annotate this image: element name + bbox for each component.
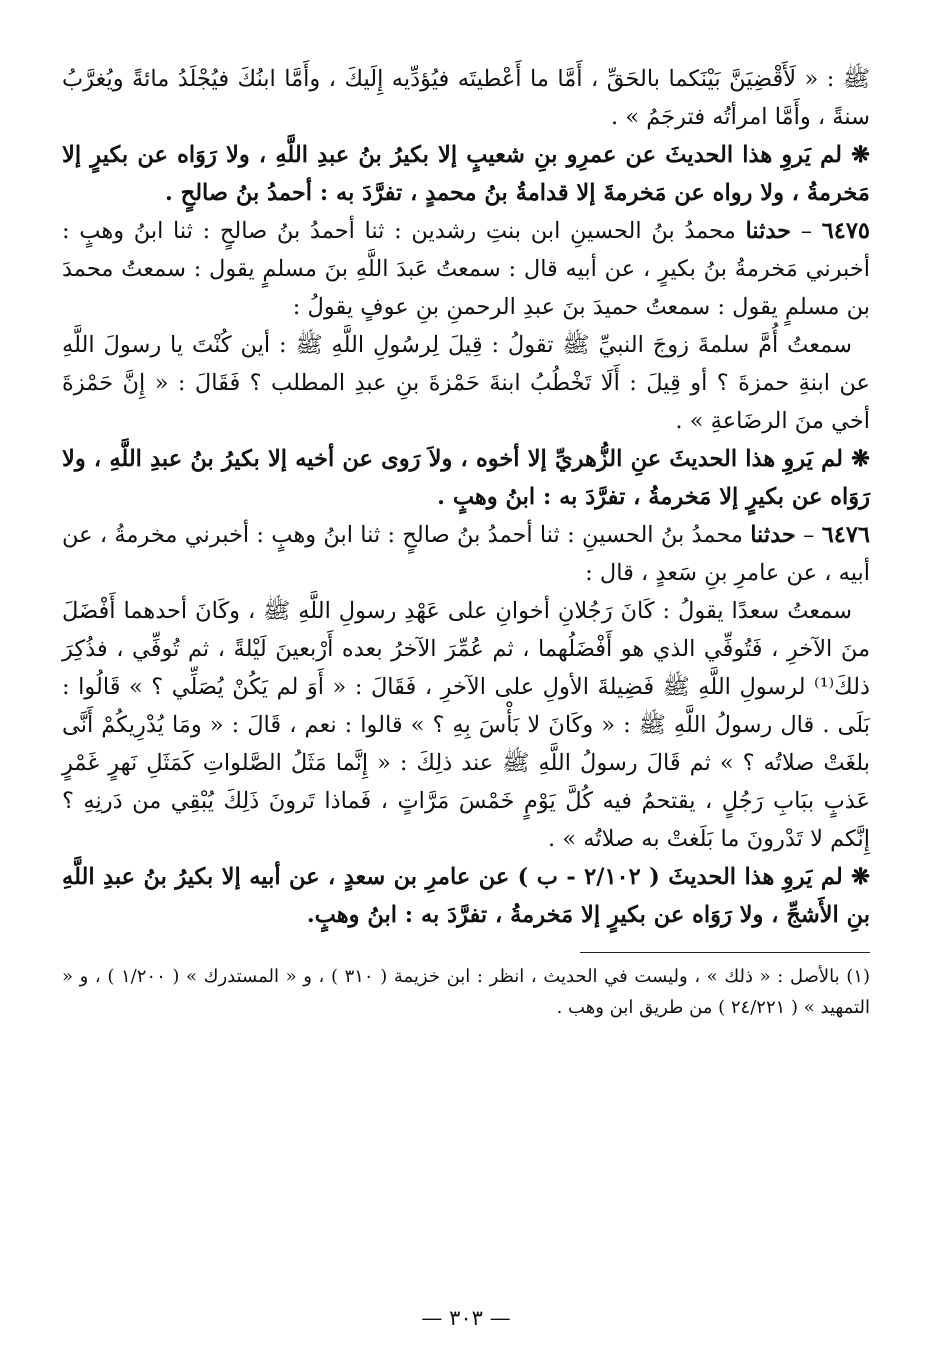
note-text: لم يَروِ هذا الحديثَ عن عمرِو بنِ شعيبٍ إلا بكيرُ بنُ عبدِ اللَّهِ ، ولا رَوَاه عن بكيرٍ إلا مَخرمةُ ، ولا رواه عن مَخرمةَ إلا قدامةُ بنُ محمدٍ ، تفرَّدَ به : أحمدُ بنُ صالحٍ . bbox=[62, 142, 870, 206]
star-marker: ❋ bbox=[851, 864, 870, 890]
footnote-1: (١) بالأصل : « ذلك » ، وليست في الحديث ، انظر : ابن خزيمة ( ٣١٠ ) ، و « المستدرك » ( ١/٢٠٠ ) ، و « التمهيد » ( ٢٤/٢٢١ ) من طريق ابن وهب . bbox=[62, 966, 870, 1018]
hadith-number: ٦٤٧٥ bbox=[821, 218, 870, 244]
commentary-note-1 bbox=[62, 136, 870, 212]
paragraph-matn-6475: سمعتُ أُمَّ سلمةَ زوجَ النبيِّ ﷺ تقولُ : قِيلَ لِرسُولِ اللَّهِ ﷺ : أين كُنْتَ يا رسولَ اللَّهِ عن ابنةِ حمزةَ ؟ أو قِيلَ : أَلَا تَخْطُبُ ابنةَ حَمْزةَ بنِ عبدِ المطلب ؟ فَقَالَ : « إِنَّ حَمْزةَ أخي منَ الرضَاعةِ » . bbox=[62, 332, 870, 434]
hadith-label: حدثنا bbox=[745, 218, 792, 244]
page-body bbox=[62, 60, 870, 1340]
hadith-6476: ٦٤٧٦ – حدثنا محمدُ بنُ الحسينِ : ثنا أحمدُ بنُ صالحٍ : ثنا ابنُ وهبٍ : أخبرني مخرمةُ ، عن أبيه ، عن عامرِ بنِ سَعدٍ ، قال : bbox=[62, 522, 870, 586]
star-marker: ❋ bbox=[851, 446, 870, 472]
star-marker: ❋ bbox=[851, 142, 870, 168]
hadith-label: حدثنا bbox=[750, 522, 796, 548]
paragraph-matn-6476: سمعتُ سعدًا يقولُ : كَانَ رَجُلانِ أخوانِ على عَهْدِ رسولِ اللَّهِ ﷺ ، وكَانَ أحدهما أَفْضَلَ منَ الآخرِ ، فَتُوفِّي الذي هو أَفْضَلُهما ، ثم عُمِّرَ الآخرُ بعده أَرْبعينَ لَيْلةً ، ثم تُوفِّي ، فذُكِرَ ذلكَ⁽¹⁾ لرسولِ اللَّهِ ﷺ فَضِيلةَ الأولِ على الآخرِ ، فَقَالَ : « أَوَ لم يَكُنْ يُصَلِّي ؟ » قَالُوا : بَلَى . قال رسولُ اللَّهِ ﷺ : « وكَانَ لا بَأْسَ بِهِ ؟ » قالوا : نعم ، قَالَ : « ومَا يُدْرِيكُمْ أَنَّى بلغَتْ صلاتُه ؟ » ثم قَالَ رسولُ اللَّهِ ﷺ عند ذلِكَ : « إِنَّما مَثَلُ الصَّلواتِ كَمَثَلِ نَهرٍ غَمْرٍ عَذبٍ ببَابِ رَجُلٍ ، يقتحمُ فيه كُلَّ يَوْمٍ خَمْسَ مَرَّاتٍ ، فَماذا تَرونَ ذَلِكَ يُبْقِي من دَرنِهِ ؟ إِنَّكم لا تَدْرونَ ما بَلَغتْ به صلاتُه » . bbox=[62, 598, 870, 852]
commentary-note-3 bbox=[62, 858, 870, 934]
page-number: — ٣٠٣ — bbox=[421, 1306, 511, 1330]
hadith-chain: محمدُ بنُ الحسينِ : ثنا أحمدُ بنُ صالحٍ : ثنا ابنُ وهبٍ : أخبرني مخرمةُ ، عن أبيه ، عن عامرِ بنِ سَعدٍ ، قال : bbox=[62, 522, 870, 586]
hadith-number: ٦٤٧٦ bbox=[821, 522, 870, 548]
hadith-6475: ٦٤٧٥ – حدثنا محمدُ بنُ الحسينِ ابن بنتِ رشدين : ثنا أحمدُ بنُ صالحٍ : ثنا ابنُ وهبٍ : أخبرني مَخرمةُ بنُ بكيرٍ ، عن أبيه قال : سمعتُ عَبدَ اللَّهِ بنَ مسلمٍ يقول : سمعتُ محمدَ بن مسلمٍ يقول : سمعتُ حميدَ بنَ عبدِ الرحمنِ بنِ عوفٍ يقولُ : bbox=[62, 218, 870, 320]
commentary-note-2 bbox=[62, 440, 870, 516]
footnote-divider bbox=[580, 952, 870, 953]
paragraph-1: ﷺ : « لَأَقْضِيَنَّ بَيْنَكما بالحَقِّ ، أَمَّا ما أَعْطيتَه فيُؤدِّيه إِلَيكَ ، وأَمَّا ابنُكَ فيُجْلَدُ مائةً ويُغرَّبُ سنةً ، وأَمَّا امرأتُه فترجَمُ » . bbox=[62, 66, 870, 130]
hadith-chain: محمدُ بنُ الحسينِ ابن بنتِ رشدين : ثنا أحمدُ بنُ صالحٍ : ثنا ابنُ وهبٍ : أخبرني مَخرمةُ بنُ بكيرٍ ، عن أبيه قال : سمعتُ عَبدَ اللَّهِ بنَ مسلمٍ يقول : سمعتُ محمدَ بن مسلمٍ يقول : سمعتُ حميدَ بنَ عبدِ الرحمنِ بنِ عوفٍ يقولُ : bbox=[62, 218, 870, 320]
note-text: لم يَروِ هذا الحديثَ ( ٢/١٠٢ - ب ) عن عامرِ بن سعدٍ ، عن أبيه إلا بكيرُ بنُ عبدِ اللَّهِ بنِ الأَشجِّ ، ولا رَوَاه عن بكيرٍ إلا مَخرمةُ ، تفرَّدَ به : ابنُ وهبٍ. bbox=[62, 864, 870, 928]
note-text: لم يَروِ هذا الحديثَ عنِ الزُّهريِّ إلا أخوه ، ولاَ رَوى عن أخيه إلا بكيرُ بنُ عبدِ اللَّهِ ، ولا رَوَاه عن بكيرٍ إلا مَخرمةُ ، تفرَّدَ به : ابنُ وهبٍ . bbox=[62, 446, 870, 510]
